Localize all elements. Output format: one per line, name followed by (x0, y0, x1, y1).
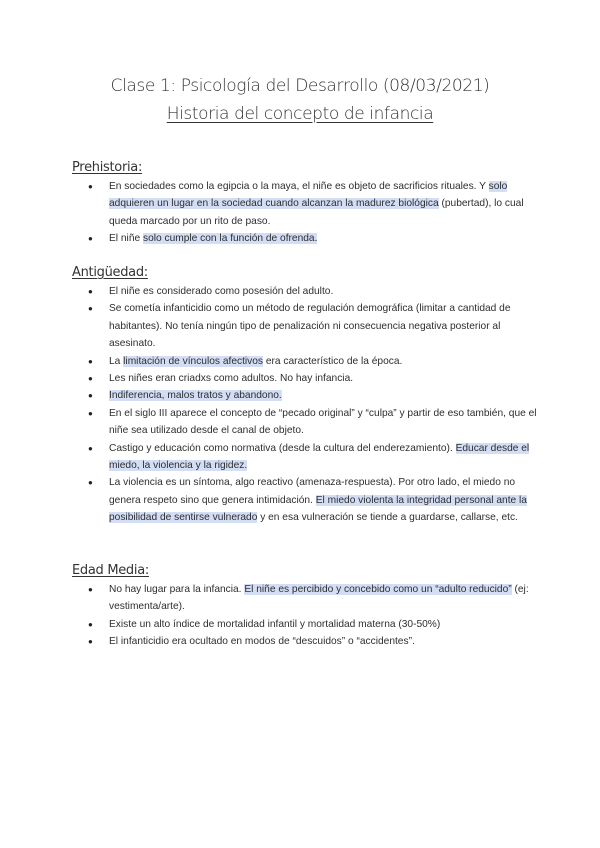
bullet-item (72, 283, 542, 300)
bullet-list (72, 283, 542, 527)
bullet-item (72, 405, 542, 440)
bullet-text: (pubertad), lo cual queda marcado por un rito de paso. (109, 198, 524, 227)
section-heading: Edad Media: (72, 563, 149, 578)
bullet-text: El niñe es considerado como posesión del adulto. (109, 286, 334, 297)
bullet-text: La violencia es un síntoma, algo reactivo (amenaza-respuesta). Por otro lado, el miedo no genera respeto sino que genera intimidación. (109, 477, 516, 506)
highlighted-text: El miedo violenta la integridad personal ante la posibilidad de sentirse vulnerado (109, 494, 527, 524)
highlighted-text: solo adquieren un lugar en la sociedad cuando alcanzan la madurez biológica (109, 181, 508, 210)
bullet-text: Les niñes eran criadxs como adultos. No hay infancia. (109, 373, 354, 385)
highlighted-text: Educar desde el miedo, la violencia y la rigidez. (109, 442, 530, 472)
bullet-item (72, 616, 542, 633)
bullet-item (72, 353, 542, 370)
bullet-item (72, 230, 542, 247)
highlighted-text: El niñe es percibido y concebido como un “adulto reducido” (244, 584, 512, 595)
bullet-item (72, 387, 542, 404)
bullet-text: El niñe (109, 233, 143, 245)
bullet-item (72, 370, 542, 387)
highlighted-text: limitación de vínculos afectivos (123, 355, 264, 367)
page-title: Clase 1: Psicología del Desarrollo (08/03/2021) (110, 76, 490, 96)
bullet-text: y en esa vulneración se tiende a guardarse, callarse, etc. (257, 512, 518, 524)
highlighted-text: solo cumple con la función de ofrenda. (142, 233, 318, 245)
bullet-text: En sociedades como la egipcia o la maya, el niñe es objeto de sacrificios rituales. Y (109, 181, 489, 192)
bullet-text: (ej: vestimenta/arte). (109, 584, 529, 613)
bullet-list (72, 178, 542, 248)
bullet-item (72, 178, 542, 230)
bullet-item (72, 581, 542, 616)
section-antiguedad (72, 265, 542, 527)
bullet-text: Se cometía infanticidio como un método de regulación demográfica (limitar a cantidad de habitantes). No tenía ningún tipo de penalización ni consecuencia negativa posterior al asesinato. (109, 303, 511, 350)
bullet-text: La (109, 355, 124, 367)
section-prehistoria (72, 160, 542, 248)
page-subtitle: Historia del concepto de infancia (166, 104, 434, 124)
bullet-item (72, 300, 542, 352)
bullet-list (72, 581, 542, 651)
highlighted-text: Indiferencia, malos tratos y abandono. (109, 390, 282, 402)
bullet-text: Existe un alto índice de mortalidad infantil y mortalidad materna (30-50%) (109, 618, 441, 630)
bullet-text: era característico de la época. (263, 355, 403, 367)
bullet-text: El infanticidio era ocultado en modos de “descuidos” o “accidentes”. (109, 636, 415, 648)
section-edad-media (72, 563, 542, 651)
bullet-text: Castigo y educación como normativa (desde la cultura del enderezamiento). (109, 442, 456, 454)
bullet-text: En el siglo III aparece el concepto de “pecado original” y “culpa” y partir de eso también, que el niñe sea utilizado desde el canal de objeto. (109, 407, 537, 437)
section-heading: Prehistoria: (72, 160, 143, 175)
bullet-item (72, 474, 542, 526)
section-heading: Antigüedad: (72, 265, 148, 280)
bullet-item (72, 633, 542, 650)
bullet-text: No hay lugar para la infancia. (109, 584, 245, 595)
bullet-item (72, 440, 542, 475)
